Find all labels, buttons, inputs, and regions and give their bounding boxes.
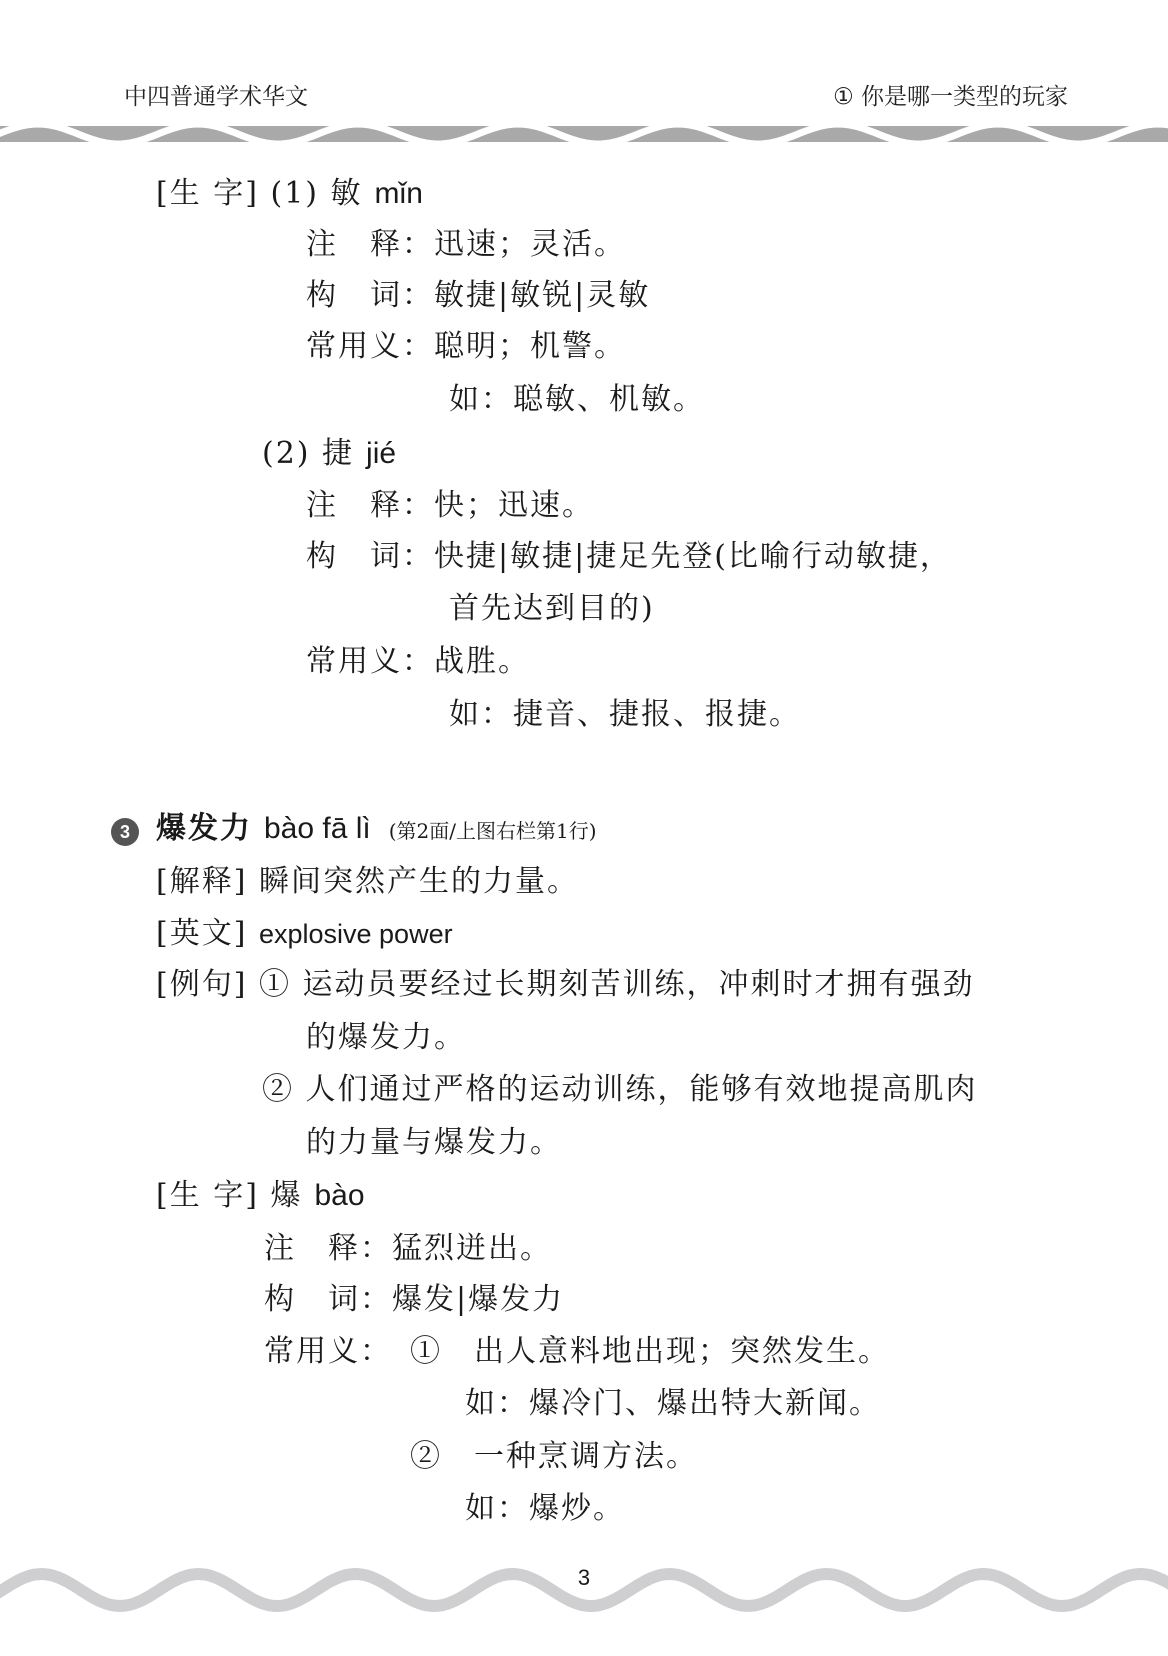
liju-2-cont: 的力量与爆发力。 <box>306 1125 562 1160</box>
jie-example: 如：捷音、捷报、报捷。 <box>449 697 801 732</box>
jie-changyongyi: 常用义：战胜。 <box>306 644 530 679</box>
min-changyongyi: 常用义：聪明；机警。 <box>306 329 626 364</box>
bao-meaning-2: ② 一种烹调方法。 <box>410 1439 698 1474</box>
entry-heading: 爆发力 bào fā lì (第2面/上图右栏第1行) <box>156 811 597 846</box>
jie-gouci: 构 词：快捷|敏捷|捷足先登(比喻行动敏捷， <box>306 539 952 574</box>
bao-example-2: 如：爆炒。 <box>465 1491 625 1526</box>
liju-1: [例句] ① 运动员要经过长期刻苦训练，冲刺时才拥有强劲 <box>156 967 975 1002</box>
bao-meaning-1: ① 出人意料地出现；突然发生。 <box>410 1334 890 1369</box>
jieshi: [解释] 瞬间突然产生的力量。 <box>156 864 579 899</box>
bao-example-1: 如：爆冷门、爆出特大新闻。 <box>465 1386 881 1421</box>
yingwen: [英文] explosive power <box>156 916 453 951</box>
shengzi-1-heading: [生 字] (1) 敏 mǐn <box>156 176 423 211</box>
page-number: 3 <box>577 1565 591 1590</box>
top-wave-border <box>0 120 1168 150</box>
liju-2: ② 人们通过严格的运动训练，能够有效地提高肌肉 <box>262 1072 978 1107</box>
min-gouci: 构 词：敏捷|敏锐|灵敏 <box>306 278 651 313</box>
bao-changyongyi: 常用义： <box>264 1334 392 1369</box>
jie-heading: (2) 捷 jié <box>262 436 397 471</box>
bao-gouci: 构 词：爆发|爆发力 <box>264 1282 565 1317</box>
header-book-title: 中四普通学术华文 <box>124 84 308 110</box>
header-chapter-title: ① 你是哪一类型的玩家 <box>833 84 1068 110</box>
min-zhushi: 注 释：迅速；灵活。 <box>306 227 626 262</box>
min-example: 如：聪敏、机敏。 <box>449 382 705 417</box>
bao-zhushi: 注 释：猛烈迸出。 <box>264 1231 552 1266</box>
jie-gouci-cont: 首先达到目的) <box>449 591 655 626</box>
jie-zhushi: 注 释：快；迅速。 <box>306 488 594 523</box>
liju-1-cont: 的爆发力。 <box>306 1020 466 1055</box>
shengzi-bao-heading: [生 字] 爆 bào <box>156 1178 365 1213</box>
entry-number-badge: 3 <box>111 818 139 846</box>
